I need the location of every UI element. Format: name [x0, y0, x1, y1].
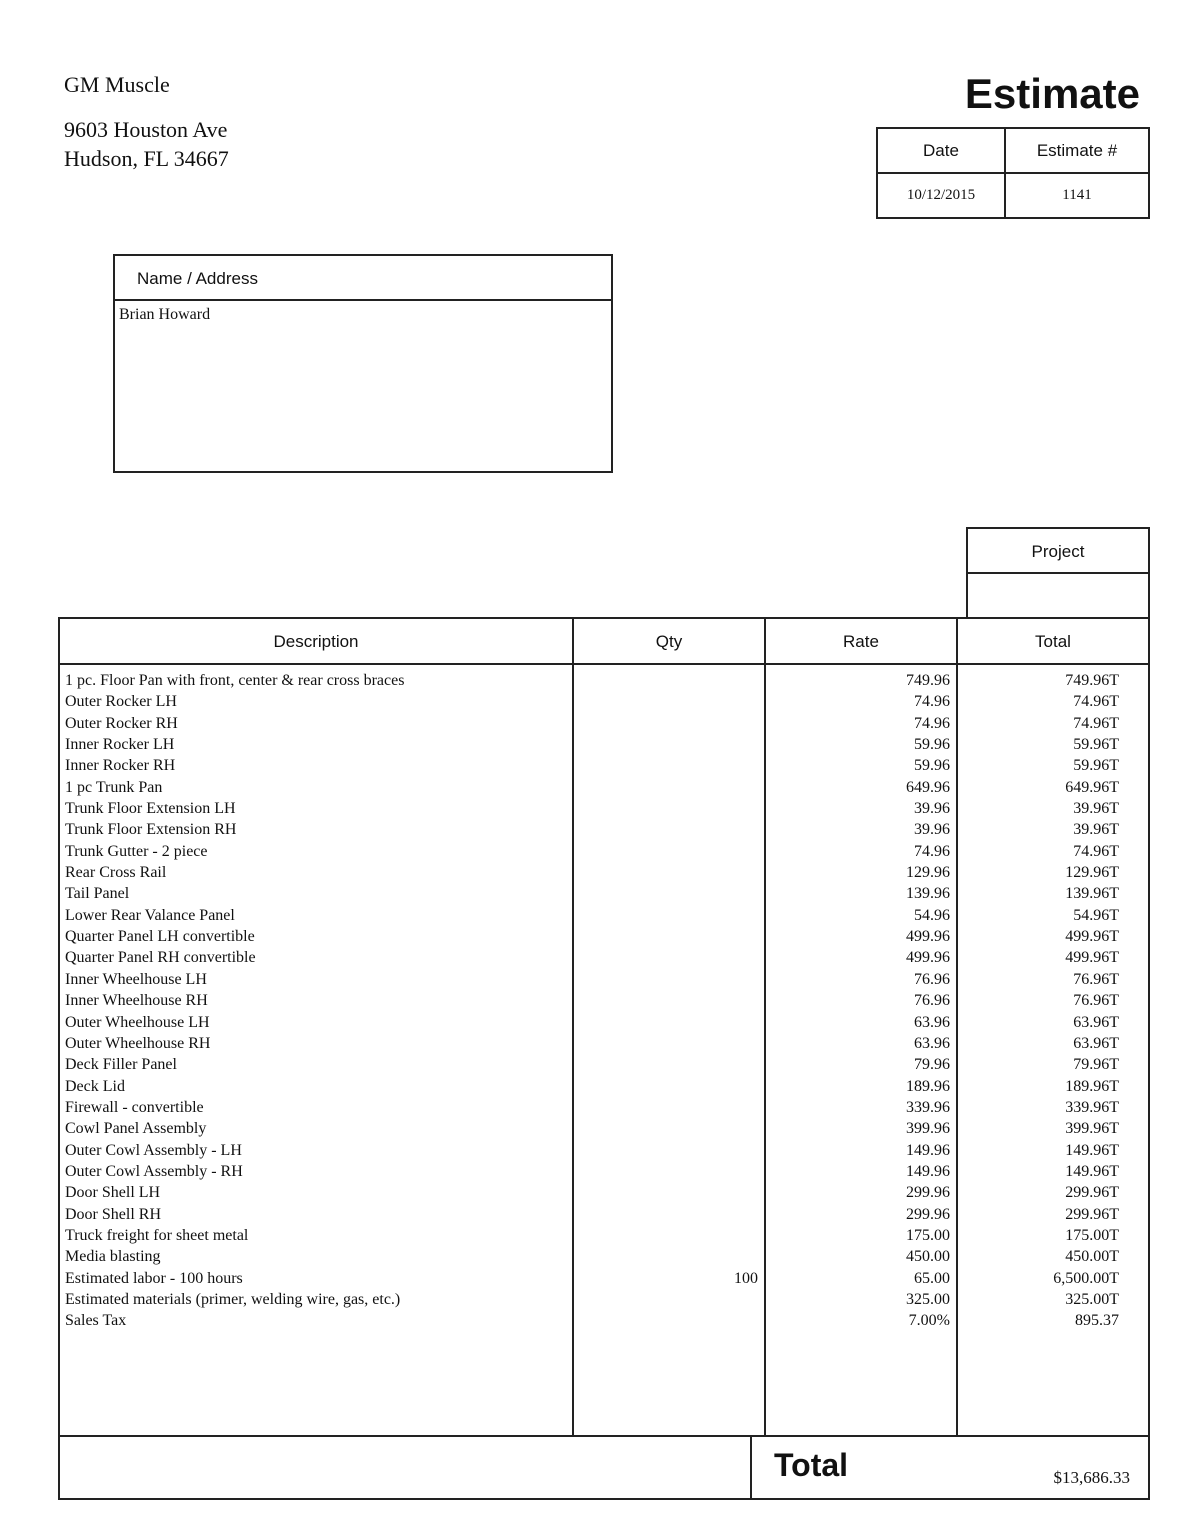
- item-total: 74.96T: [1073, 842, 1119, 860]
- item-rate: 76.96: [914, 992, 950, 1010]
- item-description: Door Shell RH: [65, 1205, 161, 1223]
- item-total: 74.96T: [1073, 693, 1119, 711]
- item-total: 149.96T: [1065, 1162, 1119, 1180]
- item-description: Inner Wheelhouse LH: [65, 970, 207, 988]
- table-row: [60, 1225, 1148, 1246]
- item-total: 189.96T: [1065, 1077, 1119, 1095]
- item-description: Outer Wheelhouse LH: [65, 1013, 210, 1031]
- date-header: Date: [877, 128, 1005, 173]
- item-description: Estimated labor - 100 hours: [65, 1269, 243, 1287]
- item-total: 129.96T: [1065, 864, 1119, 882]
- table-row: [60, 670, 1148, 691]
- document-title: Estimate: [964, 70, 1140, 117]
- line-items-table: [58, 617, 1150, 1437]
- description-header: Description: [273, 632, 359, 651]
- item-description: Lower Rear Valance Panel: [65, 906, 235, 924]
- item-description: Inner Wheelhouse RH: [65, 992, 208, 1010]
- table-row: [60, 1268, 1148, 1289]
- item-rate: 54.96: [914, 906, 950, 924]
- table-row: [60, 1289, 1148, 1310]
- table-row: [60, 819, 1148, 840]
- item-total: 39.96T: [1073, 800, 1119, 818]
- rate-header: Rate: [843, 632, 879, 651]
- item-total: 39.96T: [1073, 821, 1119, 839]
- table-row: [60, 990, 1148, 1011]
- item-total: 450.00T: [1065, 1248, 1119, 1266]
- item-rate: 299.96: [906, 1205, 950, 1223]
- item-description: Outer Rocker RH: [65, 714, 178, 732]
- item-total: 499.96T: [1065, 928, 1119, 946]
- date-value: 10/12/2015: [877, 173, 1005, 218]
- item-total: 63.96T: [1073, 1013, 1119, 1031]
- item-rate: 339.96: [906, 1098, 950, 1116]
- item-rate: 499.96: [906, 928, 950, 946]
- item-rate: 39.96: [914, 800, 950, 818]
- item-total: 325.00T: [1065, 1290, 1119, 1308]
- item-description: Door Shell LH: [65, 1184, 161, 1202]
- total-footer: [58, 1435, 1150, 1500]
- item-rate: 325.00: [906, 1290, 950, 1308]
- item-total: 74.96T: [1073, 714, 1119, 732]
- item-total: 63.96T: [1073, 1034, 1119, 1052]
- estimate-number-value: 1141: [1005, 173, 1149, 218]
- item-description: Deck Filler Panel: [65, 1056, 177, 1074]
- item-total: 59.96T: [1073, 757, 1119, 775]
- item-rate: 749.96: [906, 672, 950, 689]
- item-description: Tail Panel: [65, 885, 130, 903]
- table-body: [60, 670, 1148, 1332]
- item-description: Inner Rocker LH: [65, 736, 175, 754]
- item-total: 399.96T: [1065, 1120, 1119, 1138]
- item-description: Deck Lid: [65, 1077, 125, 1095]
- footer-divider: [750, 1437, 752, 1498]
- table-row: [60, 734, 1148, 755]
- item-total: 79.96T: [1073, 1056, 1119, 1074]
- table-row: [60, 947, 1148, 968]
- item-qty: 100: [734, 1269, 758, 1287]
- name-address-header: Name / Address: [115, 256, 611, 301]
- company-block: [64, 70, 229, 173]
- table-row: [60, 1097, 1148, 1118]
- item-rate: 79.96: [914, 1056, 950, 1074]
- item-rate: 74.96: [914, 714, 950, 732]
- table-row: [60, 862, 1148, 883]
- table-row: [60, 926, 1148, 947]
- table-row: [60, 755, 1148, 776]
- item-description: Cowl Panel Assembly: [65, 1120, 207, 1138]
- item-description: Outer Rocker LH: [65, 693, 177, 711]
- item-rate: 7.00%: [908, 1312, 950, 1330]
- item-description: Sales Tax: [65, 1312, 127, 1330]
- item-description: Trunk Floor Extension LH: [65, 800, 236, 818]
- item-rate: 129.96: [906, 864, 950, 882]
- item-rate: 399.96: [906, 1120, 950, 1138]
- total-label: Total: [774, 1447, 849, 1483]
- item-rate: 63.96: [914, 1013, 950, 1031]
- table-row: [60, 1161, 1148, 1182]
- item-rate: 39.96: [914, 821, 950, 839]
- item-total: 339.96T: [1065, 1098, 1119, 1116]
- item-rate: 450.00: [906, 1248, 950, 1266]
- item-total: 54.96T: [1073, 906, 1119, 924]
- item-total: 76.96T: [1073, 970, 1119, 988]
- item-total: 299.96T: [1065, 1184, 1119, 1202]
- name-address-box: [113, 254, 613, 473]
- item-description: Rear Cross Rail: [65, 864, 167, 882]
- table-row: [60, 1118, 1148, 1139]
- table-row: [60, 1076, 1148, 1097]
- project-header: Project: [968, 529, 1148, 574]
- table-header: [60, 619, 1148, 665]
- item-rate: 65.00: [914, 1269, 950, 1287]
- table-row: [60, 1310, 1148, 1331]
- item-description: Estimated materials (primer, welding wire, gas, etc.): [65, 1290, 401, 1308]
- item-total: 499.96T: [1065, 949, 1119, 967]
- item-total: 149.96T: [1065, 1141, 1119, 1159]
- table-row: [60, 969, 1148, 990]
- item-description: Truck freight for sheet metal: [65, 1226, 249, 1244]
- total-header: Total: [1035, 632, 1071, 651]
- table-row: [60, 1204, 1148, 1225]
- table-row: [60, 1012, 1148, 1033]
- item-rate: 59.96: [914, 736, 950, 754]
- item-description: Media blasting: [65, 1248, 161, 1266]
- project-box: [966, 527, 1150, 619]
- item-description: 1 pc. Floor Pan with front, center & rear cross braces: [65, 672, 405, 689]
- company-address-line2: Hudson, FL 34667: [64, 146, 229, 171]
- item-description: Quarter Panel LH convertible: [65, 928, 255, 946]
- item-total: 895.37: [1075, 1312, 1119, 1330]
- item-total: 6,500.00T: [1053, 1269, 1119, 1287]
- estimate-meta-table: [876, 127, 1150, 219]
- item-rate: 499.96: [906, 949, 950, 967]
- item-description: Firewall - convertible: [65, 1098, 204, 1116]
- item-total: 649.96T: [1065, 778, 1119, 796]
- qty-header: Qty: [655, 632, 683, 651]
- estimate-number-header: Estimate #: [1005, 128, 1149, 173]
- total-amount: $13,686.33: [1053, 1468, 1130, 1487]
- item-description: Inner Rocker RH: [65, 757, 176, 775]
- company-address-line1: 9603 Houston Ave: [64, 117, 228, 142]
- item-description: Quarter Panel RH convertible: [65, 949, 256, 967]
- item-rate: 189.96: [906, 1077, 950, 1095]
- item-rate: 149.96: [906, 1141, 950, 1159]
- table-row: [60, 841, 1148, 862]
- item-rate: 139.96: [906, 885, 950, 903]
- item-description: Trunk Gutter - 2 piece: [65, 842, 208, 860]
- item-total: 76.96T: [1073, 992, 1119, 1010]
- item-description: Outer Cowl Assembly - LH: [65, 1141, 242, 1159]
- item-rate: 175.00: [906, 1226, 950, 1244]
- item-total: 749.96T: [1065, 672, 1119, 689]
- customer-name: Brian Howard: [119, 306, 211, 323]
- company-name: GM Muscle: [64, 72, 170, 97]
- item-rate: 63.96: [914, 1034, 950, 1052]
- table-row: [60, 777, 1148, 798]
- item-total: 175.00T: [1065, 1226, 1119, 1244]
- item-total: 139.96T: [1065, 885, 1119, 903]
- item-total: 299.96T: [1065, 1205, 1119, 1223]
- item-description: Outer Cowl Assembly - RH: [65, 1162, 243, 1180]
- item-description: Outer Wheelhouse RH: [65, 1034, 211, 1052]
- item-total: 59.96T: [1073, 736, 1119, 754]
- table-row: [60, 883, 1148, 904]
- item-description: 1 pc Trunk Pan: [65, 778, 163, 796]
- table-row: [60, 713, 1148, 734]
- item-description: Trunk Floor Extension RH: [65, 821, 237, 839]
- table-row: [60, 1140, 1148, 1161]
- table-row: [60, 798, 1148, 819]
- table-row: [60, 1033, 1148, 1054]
- table-row: [60, 905, 1148, 926]
- item-rate: 299.96: [906, 1184, 950, 1202]
- item-rate: 76.96: [914, 970, 950, 988]
- table-row: [60, 691, 1148, 712]
- item-rate: 74.96: [914, 693, 950, 711]
- table-row: [60, 1246, 1148, 1267]
- item-rate: 59.96: [914, 757, 950, 775]
- table-row: [60, 1054, 1148, 1075]
- item-rate: 149.96: [906, 1162, 950, 1180]
- item-rate: 649.96: [906, 778, 950, 796]
- item-rate: 74.96: [914, 842, 950, 860]
- table-row: [60, 1182, 1148, 1203]
